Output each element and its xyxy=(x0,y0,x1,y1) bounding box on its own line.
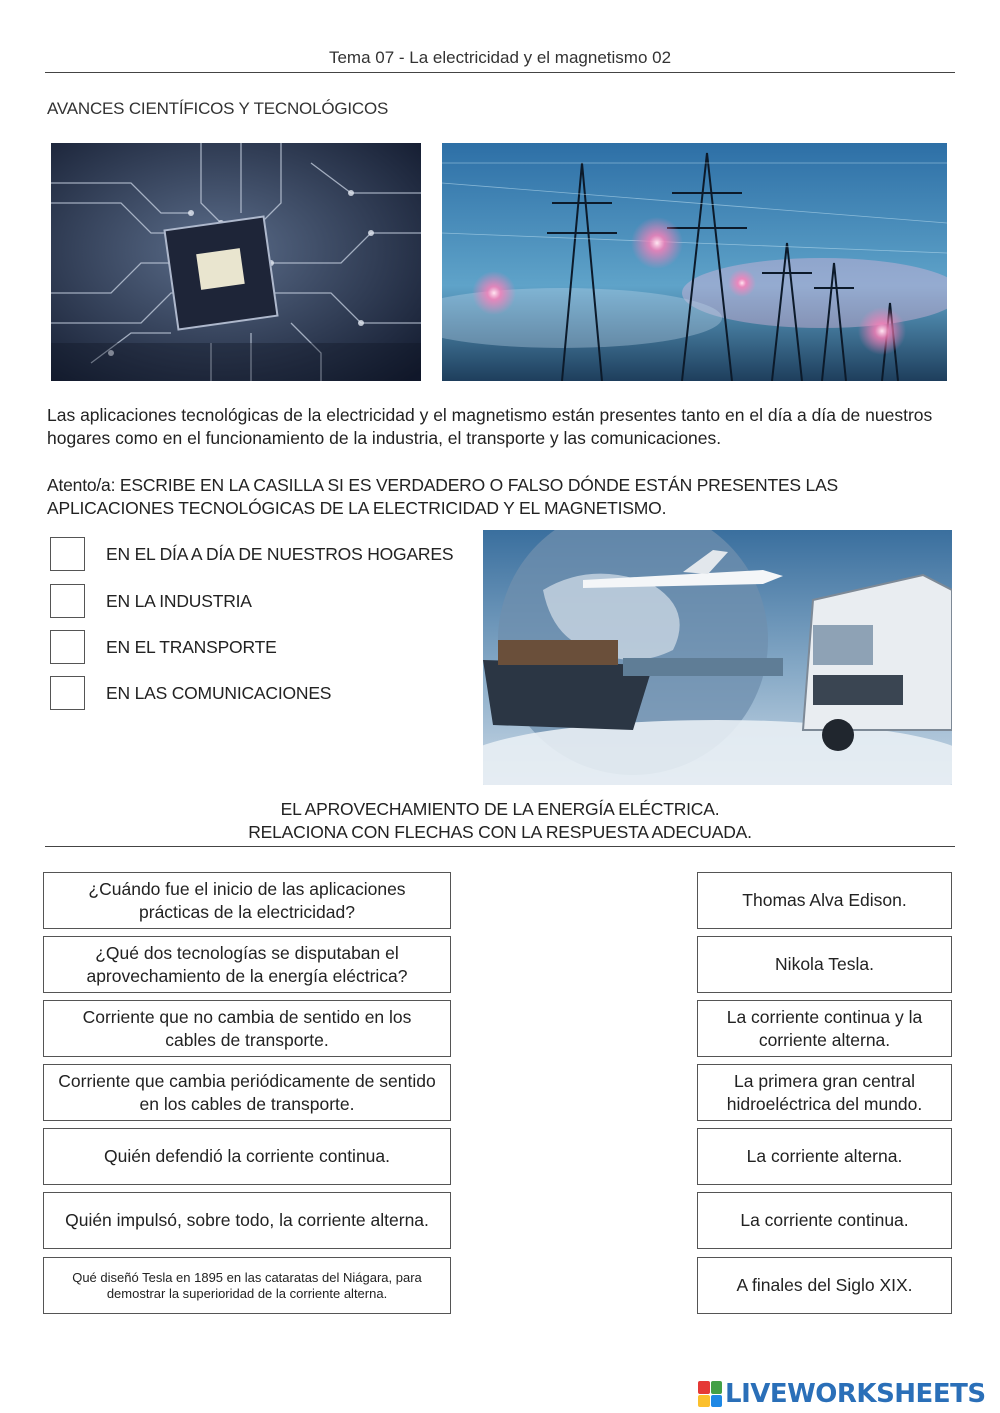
checklist-item-comunicaciones xyxy=(50,676,331,710)
checklist-label: EN LAS COMUNICACIONES xyxy=(106,682,332,703)
answer-option-box[interactable]: A finales del Siglo XIX. xyxy=(697,1257,952,1314)
answer-option-box[interactable]: La corriente continua. xyxy=(697,1192,952,1249)
answer-option-box[interactable]: Thomas Alva Edison. xyxy=(697,872,952,929)
checklist-item-industria xyxy=(50,584,252,618)
checklist-label: EN LA INDUSTRIA xyxy=(106,590,252,611)
checklist-item-transporte xyxy=(50,630,277,664)
liveworksheets-logo-icon xyxy=(698,1381,722,1407)
liveworksheets-brand xyxy=(698,1379,986,1409)
intro-paragraph: Las aplicaciones tecnológicas de la electricidad y el magnetismo están presentes tanto en el día a día de nuestros hogares como en el funcionamiento de la industria, el transporte y las comunicaciones. xyxy=(47,405,933,448)
transport-globe-image xyxy=(483,530,952,785)
matching-title-line2: RELACIONA CON FLECHAS CON LA RESPUESTA ADECUADA. xyxy=(248,822,752,842)
question-box[interactable]: Corriente que no cambia de sentido en los cables de transporte. xyxy=(43,1000,451,1057)
answer-option-box[interactable]: Nikola Tesla. xyxy=(697,936,952,993)
answer-option-box[interactable]: La corriente continua y la corriente alterna. xyxy=(697,1000,952,1057)
answer-option-box[interactable]: La corriente alterna. xyxy=(697,1128,952,1185)
question-box[interactable]: Corriente que cambia periódicamente de sentido en los cables de transporte. xyxy=(43,1064,451,1121)
checklist-label: EN EL DÍA A DÍA DE NUESTROS HOGARES xyxy=(106,543,454,564)
checklist-item-hogares xyxy=(50,537,453,571)
question-box[interactable]: ¿Qué dos tecnologías se disputaban el aprovechamiento de la energía eléctrica? xyxy=(43,936,451,993)
header-divider xyxy=(45,72,955,73)
checklist-label: EN EL TRANSPORTE xyxy=(106,636,277,657)
question-box[interactable]: Quién impulsó, sobre todo, la corriente alterna. xyxy=(43,1192,451,1249)
question-box[interactable]: Quién defendió la corriente continua. xyxy=(43,1128,451,1185)
question-box[interactable]: Qué diseñó Tesla en 1895 en las cataratas del Niágara, para demostrar la superioridad de la corriente alterna. xyxy=(43,1257,451,1314)
question-box[interactable]: ¿Cuándo fue el inicio de las aplicaciones prácticas de la electricidad? xyxy=(43,872,451,929)
answer-option-box[interactable]: La primera gran central hidroeléctrica del mundo. xyxy=(697,1064,952,1121)
page-header-title: Tema 07 - La electricidad y el magnetismo 02 xyxy=(328,48,672,67)
answer-box-transporte[interactable] xyxy=(50,630,85,664)
matching-title-line1: EL APROVECHAMIENTO DE LA ENERGÍA ELÉCTRICA. xyxy=(280,799,720,819)
answer-box-comunicaciones[interactable] xyxy=(50,676,85,710)
answer-box-industria[interactable] xyxy=(50,584,85,618)
power-lines-image xyxy=(442,143,947,381)
section-title: AVANCES CIENTÍFICOS Y TECNOLÓGICOS xyxy=(47,99,389,118)
matching-divider xyxy=(45,846,955,847)
brand-name: LIVEWORKSHEETS xyxy=(725,1379,986,1409)
instruction-text: Atento/a: ESCRIBE EN LA CASILLA SI ES VERDADERO O FALSO DÓNDE ESTÁN PRESENTES LAS APLICACIONES TECNOLÓGICAS DE LA ELECTRICIDAD Y EL MAGNETISMO. xyxy=(47,475,839,518)
answer-box-hogares[interactable] xyxy=(50,537,85,571)
circuit-board-image xyxy=(51,143,421,381)
